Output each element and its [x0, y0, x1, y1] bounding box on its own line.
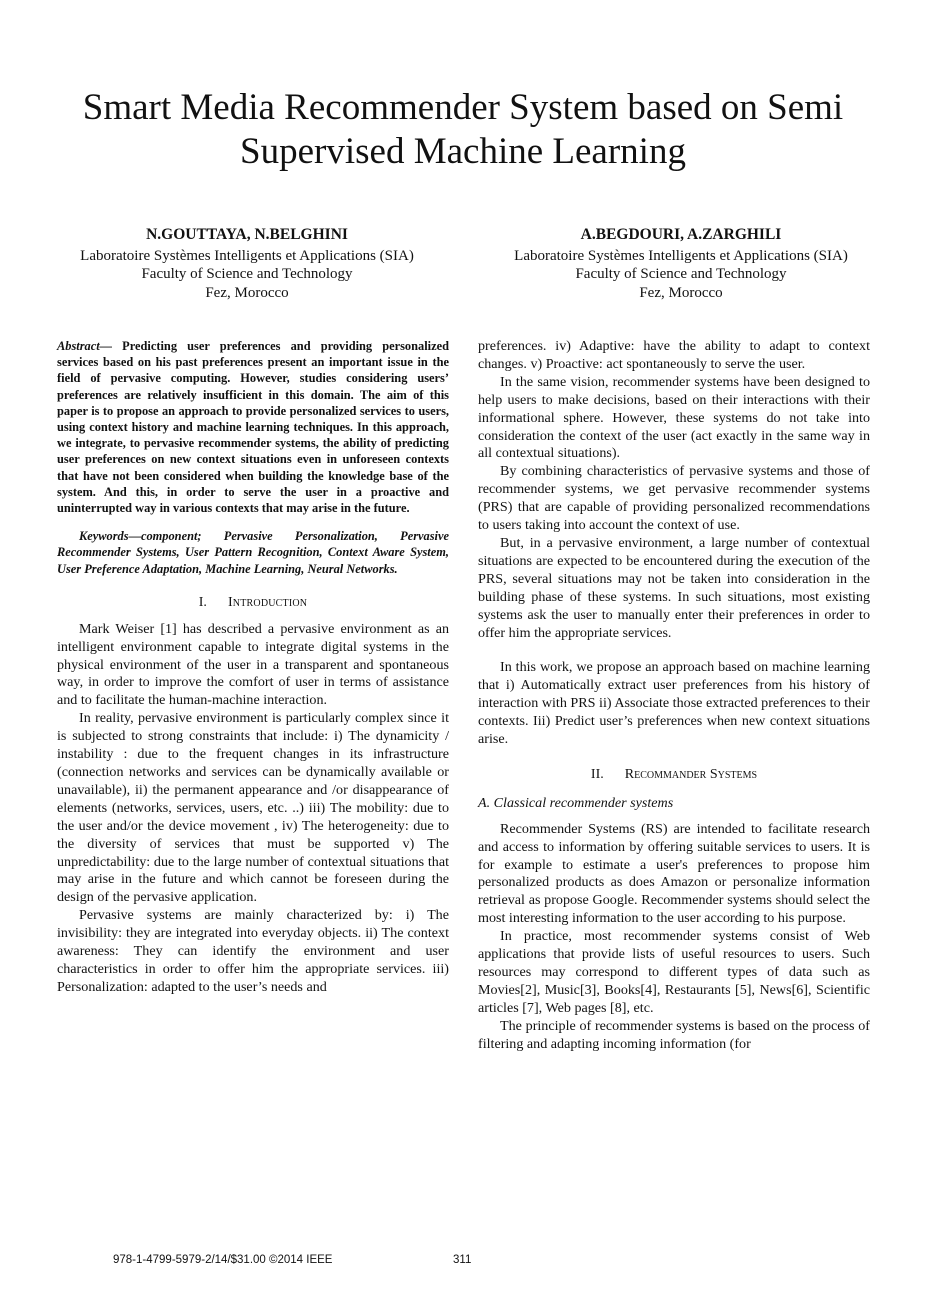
- section-heading-recommender-systems: [478, 766, 870, 784]
- subsection-heading: A. Classical recommender systems: [478, 794, 674, 811]
- paragraph: preferences. iv) Adaptive: have the ability to adapt to context changes. v) Proactive: act spontaneously to serve the user.: [478, 338, 870, 372]
- footer-copyright: 978-1-4799-5979-2/14/$31.00 ©2014 IEEE: [113, 1254, 333, 1266]
- abstract-text: Predicting user preferences and providing personalized services based on his past preferences present an important issue in the field of pervasive computing. However, studies considering users’ preferences are relatively insufficient in this domain. The aim of this paper is to propose an approach to provide personalized services to users, using context history and machine learning techniques. In this approach, we integrate, to pervasive recommender systems, the ability of predicting user preferences on new context situations even in unforeseen contexts that have not been considered when building the knowledge base of the system. And this, in order to serve the user in a proactive and uninterrupted way in various contexts that may arise in the future.: [57, 339, 449, 516]
- author-block-2: [491, 226, 871, 302]
- paragraph: In this work, we propose an approach based on machine learning that i) Automatically extract user preferences from his history of interaction with PRS ii) Associate those extracted preferences to their contexts. Iii) Predict user’s preferences when new context situations arise.: [478, 659, 870, 748]
- section-title: Introduction: [227, 594, 308, 610]
- paragraph: By combining characteristics of pervasive systems and those of recommender systems, we get pervasive recommender systems (PRS) that are capable of providing personalized recommendations to users taking into account the context of use.: [478, 463, 870, 534]
- author-lab: Laboratoire Systèmes Intelligents et Applications (SIA): [514, 247, 848, 264]
- author-names: N.GOUTTAYA, N.BELGHINI: [146, 226, 348, 243]
- author-block-1: [57, 226, 437, 302]
- paragraph: But, in a pervasive environment, a large number of contextual situations are expected to be encountered during the execution of the PRS, several situations may not be taken into consideration in the building phase of these systems. In such situations, most existing systems ask the user to manually enter their preferences in order to offer him the appropriate services.: [478, 534, 870, 641]
- paragraph: Pervasive systems are mainly characterized by: i) The invisibility: they are integrated into everyday objects. ii) The context awareness: They can identify the environment and user characteristics in order to offer him the appropriate services. iii) Personalization: adapted to the user’s needs and: [57, 907, 449, 995]
- section-number: I.: [198, 594, 207, 610]
- abstract: [57, 338, 449, 516]
- section-heading-introduction: [57, 594, 449, 612]
- left-column: [57, 338, 449, 997]
- paper-title: Smart Media Recommender System based on Semi Supervised Machine Learning: [82, 87, 844, 172]
- abstract-label: Abstract—: [57, 339, 113, 353]
- author-faculty: Faculty of Science and Technology: [575, 266, 787, 282]
- paragraph: In reality, pervasive environment is particularly complex since it is subjected to strong constraints that include: i) The dynamicity / instability : due to the frequent changes in its infrastructure (connection networks and services can be dynamically available or unavailable), ii) the permanent appearance and /or disappearance of elements (networks, services, users, etc. ..) iii) The mobility: due to the user and/or the device movement , iv) The heterogeneity: due to the diversity of services that must be supported v) The unpredictability: due to the large number of contextual situations that may arise in the future and which cannot be foreseen during the design of the pervasive application.: [57, 710, 449, 906]
- author-faculty: Faculty of Science and Technology: [141, 266, 353, 282]
- section-title: Recommander Systems: [624, 766, 758, 782]
- paragraph: The principle of recommender systems is based on the process of filtering and adapting incoming information (for: [478, 1017, 870, 1052]
- author-location: Fez, Morocco: [639, 284, 723, 301]
- author-location: Fez, Morocco: [205, 284, 289, 301]
- keywords: Keywords—component; Pervasive Personalization, Pervasive Recommender Systems, User Pattern Recognition, Context Aware System, User Preference Adaptation, Machine Learning, Neural Networks.: [57, 529, 449, 576]
- author-names: A.BEGDOURI, A.ZARGHILI: [580, 226, 782, 243]
- paragraph: In practice, most recommender systems consist of Web applications that provide lists of useful resources to users. Such resources may correspond to different types of data such as Movies[2], Music[3], Books[4], Restaurants [5], News[6], Scientific articles [7], Web pages [8], etc.: [478, 928, 870, 1016]
- footer-page-number: 311: [453, 1254, 472, 1266]
- section-number: II.: [590, 766, 604, 782]
- paragraph: Recommender Systems (RS) are intended to facilitate research and access to information by offering suitable services to users. It is for example to estimate a user's preferences to propose him personalized products as does Amazon or personalize information retrieval as propose Google. Recommender systems should select the most interesting information to the user according to his purpose.: [478, 820, 870, 927]
- paragraph: Mark Weiser [1] has described a pervasive environment as an intelligent environment capable to integrate digital systems in the physical environment of the user in a transparent and spontaneous way, in order to improve the comfort of user in terms of assistance and to facilitate the human-machine interaction.: [57, 620, 449, 709]
- paragraph: In the same vision, recommender systems have been designed to help users to make decisions, based on their interactions with their informational sphere. However, these systems do not take into consideration the context of the user (act exactly in the same way in all contextual situations).: [478, 373, 870, 462]
- author-lab: Laboratoire Systèmes Intelligents et Applications (SIA): [80, 247, 414, 264]
- right-column: [478, 338, 870, 1054]
